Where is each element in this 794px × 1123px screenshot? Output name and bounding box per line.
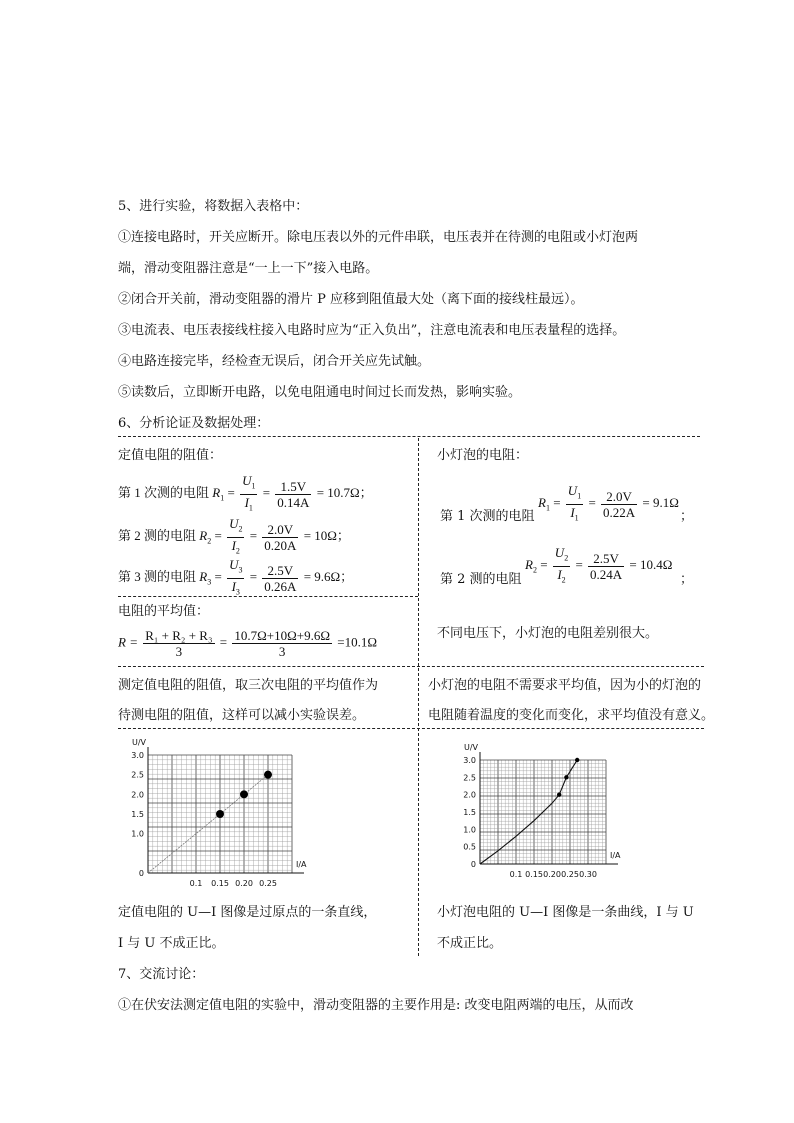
fixed-resistor-measurement-3: 第 3 测的电阻 $R_3$ = $\frac{U_3}{I_3}$ = $\frac{2.5V}{0.26A}$ = 9.6Ω； [118,557,354,597]
x-tick-label: 0.30 [579,870,597,879]
lamp-measurement-2-formula: $R_2$ = $\frac{U_2}{I_2}$ = $\frac{2.5V}{0.24A}$ = 10.4Ω [525,545,673,585]
fit-line [148,775,268,873]
lamp-ui-graph [450,742,650,892]
step-2: ②闭合开关前，滑动变阻器的滑片 P 应移到阻值最大处（离下面的接线柱最远）。 [118,292,584,307]
data-point [240,790,248,798]
lamp-note: 不同电压下，小灯泡的电阻差别很大。 [437,626,659,641]
lamp-resistance-heading: 小灯泡的电阻： [437,448,529,463]
x-tick-label: 0.25 [259,879,277,888]
table-top-border [118,436,700,437]
step-1-line-2: 端，滑动变阻器注意是“一上一下”接入电路。 [118,261,379,276]
data-point [564,775,568,779]
data-point [264,771,272,779]
step-5: ⑤读数后，立即断开电路，以免电阻通电时间过长而发热，影响实验。 [118,385,522,400]
step-4: ④电路连接完毕，经检查无误后，闭合开关应先试触。 [118,354,431,369]
fixed-graph-caption-line-2: I 与 U 不成正比。 [118,936,225,951]
x-tick-label: 0.1 [509,870,523,879]
lamp-measurement-2-tail: ； [680,572,694,587]
measurement-label: 第 2 测的电阻 [118,528,197,544]
fixed-conclusion-line-2: 待测电阻的阻值，这样可以减小实验误差。 [118,708,366,723]
x-tick-label: 0.20 [235,879,253,888]
section-7-item-1: ①在伏安法测定值电阻的实验中，滑动变阻器的主要作用是: 改变电阻两端的电压，从而改 [118,998,634,1013]
data-point [557,792,561,796]
y-tick-label: 3.0 [463,756,476,765]
section-6-title: 6、分析论证及数据处理： [118,416,270,431]
lamp-graph-caption-line-2: 不成正比。 [437,936,503,951]
fixed-resistor-heading: 定值电阻的阻值： [118,448,223,463]
y-tick-label: 1.5 [131,810,144,819]
average-heading: 电阻的平均值： [118,604,210,619]
x-axis-label: I/A [610,851,621,860]
y-tick-label: 1.0 [463,825,476,835]
lamp-conclusion-line-1: 小灯泡的电阻不需要求平均值，因为小的灯泡的 [428,678,702,693]
lamp-measurement-1-label: 第 1 次测的电阻 [440,509,535,524]
lamp-measurement-2-label: 第 2 测的电阻 [440,572,522,587]
x-tick-label: 0.20 [543,870,561,879]
y-tick-label: 0 [470,860,476,869]
y-axis-label: U/V [132,738,147,747]
y-tick-label: 0.5 [463,842,476,852]
table-row-divider-3 [118,728,704,729]
y-tick-label: 1.5 [463,808,476,817]
x-tick-label: 0.15 [211,879,229,888]
lamp-measurement-1-formula: $R_1$ = $\frac{U_1}{I_1}$ = $\frac{2.0V}{0.22A}$ = 9.1Ω [538,483,679,523]
measurement-label: 第 1 次测的电阻 [118,485,210,501]
step-3: ③电流表、电压表接线柱接入电路时应为“正入负出”，注意电流表和电压表量程的选择。 [118,323,626,338]
lamp-graph-caption-line-1: 小灯泡电阻的 U—I 图像是一条曲线，I 与 U [437,905,694,920]
measurement-label: 第 3 测的电阻 [118,569,197,585]
lamp-conclusion-line-2: 电阻随着温度的变化而变化，求平均值没有意义。 [428,708,715,723]
y-tick-label: 2.0 [463,790,476,800]
fixed-resistor-ui-graph [122,735,322,895]
fixed-resistor-measurement-1: 第 1 次测的电阻 $R_1$ = $\frac{U_1}{I_1}$ = $\frac{1.5V}{0.14A}$ = 10.7Ω； [118,473,373,513]
fixed-conclusion-line-1: 测定值电阻的阻值，取三次电阻的平均值作为 [118,678,379,693]
step-1-line-1: ①连接电路时，开关应断开。除电压表以外的元件串联，电压表并在待测的电阻或小灯泡两 [118,230,639,245]
table-center-divider [418,438,419,956]
table-row-divider-2 [118,666,704,667]
fixed-resistor-measurement-2: 第 2 测的电阻 $R_2$ = $\frac{U_2}{I_2}$ = $\frac{2.0V}{0.20A}$ = 10Ω； [118,516,350,556]
average-formula: R = $\frac{\text{R₁ + R₂ + R₃}}{3}$ = $\frac{10.7\Omega+10\Omega+9.6\Omega}{3}$ =10.1Ω [118,628,377,659]
data-point [575,758,579,762]
data-point [216,810,224,818]
x-axis-label: I/A [296,860,307,869]
x-tick-label: 0.1 [189,879,203,888]
section-5-title: 5、进行实验，将数据入表格中： [118,199,309,214]
y-tick-label: 2.5 [131,770,144,780]
section-7-title: 7、交流讨论： [118,967,205,982]
y-tick-label: 0 [138,869,144,878]
y-tick-label: 1.0 [131,829,144,839]
x-tick-label: 0.15 [525,870,543,879]
y-tick-label: 2.0 [131,790,144,800]
fixed-graph-caption-line-1: 定值电阻的 U—I 图像是过原点的一条直线， [118,905,377,920]
x-tick-label: 0.25 [561,870,579,879]
y-tick-label: 3.0 [131,751,144,760]
y-tick-label: 2.5 [463,773,476,783]
lamp-measurement-1-tail: ； [680,509,694,524]
y-axis-label: U/V [464,743,479,752]
